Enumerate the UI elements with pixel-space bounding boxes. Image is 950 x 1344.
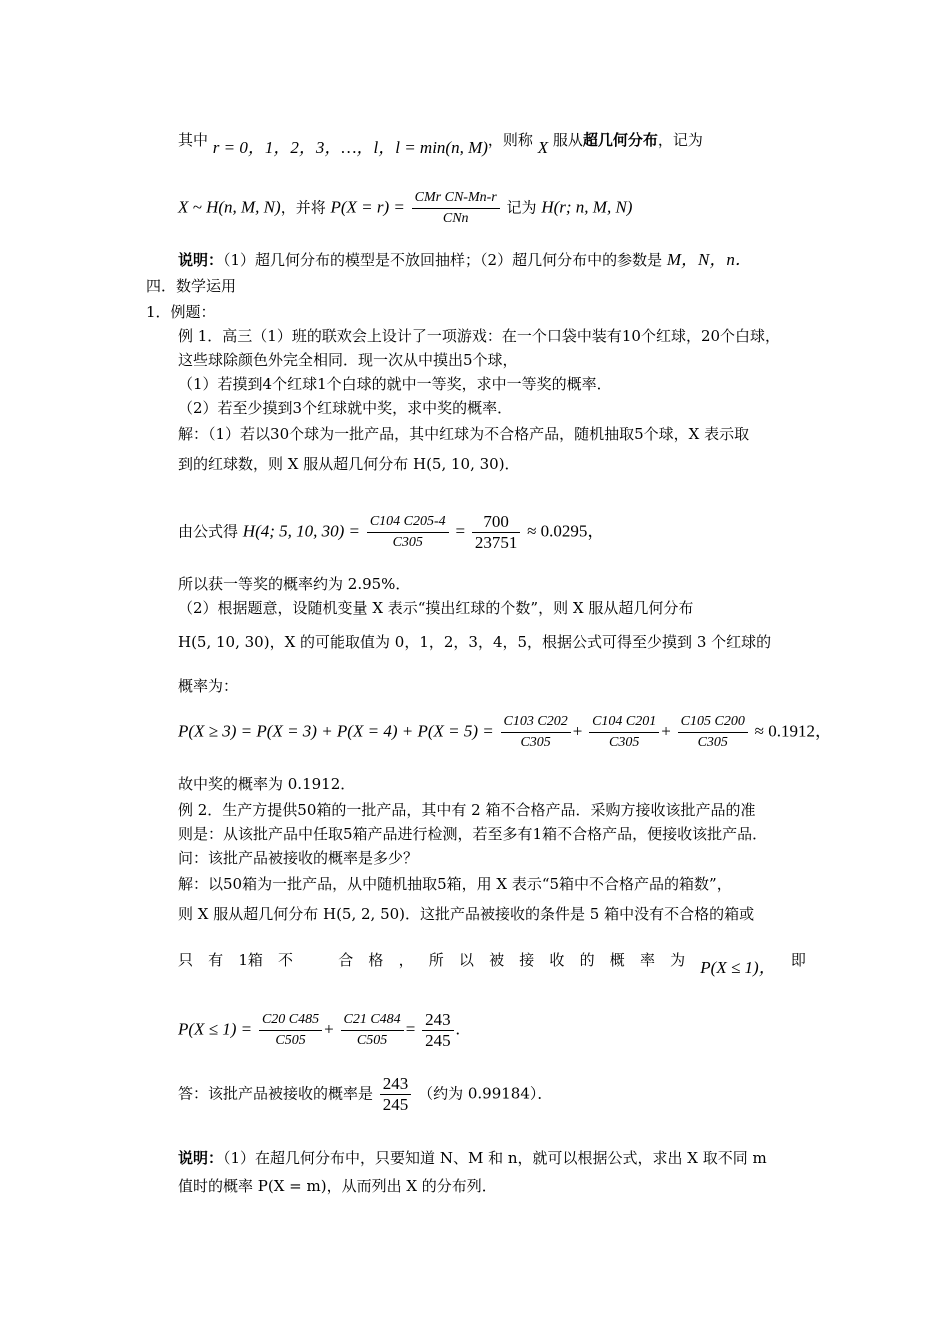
- fraction-numerator: C20 C485: [259, 1010, 322, 1031]
- ex2-line-2: 则是：从该批产品中任取5箱产品进行检测，若至多有1箱不合格产品，便接收该批产品．: [178, 825, 768, 843]
- justified-char: 所: [428, 951, 444, 969]
- section-subtitle: 1．例题：: [146, 303, 216, 321]
- formula-lhs: H(4; 5, 10, 30) =: [242, 521, 361, 541]
- fraction-denominator: 245: [425, 1031, 451, 1050]
- note2-line-2: 值时的概率 P(X = m)，从而列出 X 的分布列．: [178, 1177, 497, 1195]
- ex2-line-4: 解：以50箱为一批产品，从中随机抽取5箱，用 X 表示“5箱中不合格产品的箱数”，: [178, 875, 732, 893]
- ex1-line-13: 故中奖的概率为 0.1912．: [178, 775, 356, 793]
- justified-char: 率: [639, 951, 655, 969]
- fraction-denominator: 23751: [474, 533, 518, 552]
- formula-lhs: P(X ≤ 1) =: [178, 1019, 253, 1039]
- fraction-denominator: C305: [520, 735, 551, 750]
- fraction-numerator: 243: [380, 1074, 412, 1095]
- formula-fraction: [367, 512, 449, 553]
- justified-char: ，: [398, 951, 414, 969]
- ex1-line-3: （1）若摸到4个红球1个白球的就中一等奖，求中一等奖的概率．: [178, 375, 612, 393]
- justified-char: 合: [338, 951, 354, 969]
- justified-char: 格: [368, 951, 384, 969]
- def-note: [178, 250, 752, 270]
- ex1-line-2: 这些球除颜色外完全相同．现一次从中摸出5个球，: [178, 351, 518, 369]
- def-fraction-denominator: CNn: [442, 211, 469, 226]
- ex2-line-6: [178, 950, 806, 977]
- ex1-formula-1: 由公式得 H(4; 5, 10, 30) = $\frac{C104 C205-4}{C305}$ = $\frac{700}{23751}$ ≈ 0.0295，: [178, 512, 605, 552]
- fraction-denominator: C505: [356, 1033, 388, 1048]
- justified-char: 接: [519, 951, 535, 969]
- justified-char: 为: [670, 951, 686, 969]
- formula-fraction: [341, 1010, 404, 1051]
- def-range-formula: r = 0，1，2，3，…，l，l = min(n, M): [212, 138, 488, 157]
- fraction-numerator: C104 C201: [589, 712, 659, 733]
- def-text: 服从: [552, 131, 583, 149]
- fraction-denominator: C305: [609, 735, 640, 750]
- def-text: ，记为: [657, 131, 703, 149]
- fraction-numerator: C104 C205-4: [367, 512, 449, 533]
- def-notation-h: H(r; n, M, N): [541, 197, 633, 217]
- formula-fraction: [678, 712, 748, 753]
- ex1-formula-2: P(X ≥ 3) = P(X = 3) + P(X = 4) + P(X = 5) = $\frac{C103 C202}{C305}$ + $\frac{C104 C201}{C305}$ + $\frac{C105 C200}{C305}$ ≈ 0.1912，: [178, 712, 832, 753]
- fraction-denominator: 245: [382, 1095, 409, 1114]
- def-notation: X ~ H(n, M, N): [178, 197, 281, 217]
- def-line-2: [178, 188, 632, 229]
- ex2-line-1: 例 2．生产方提供50箱的一批产品，其中有 2 箱不合格产品．采购方接收该批产品的准: [178, 801, 756, 819]
- answer-text: 答：该批产品被接收的概率是: [178, 1084, 374, 1103]
- fraction-numerator: 243: [422, 1010, 454, 1031]
- fraction-numerator: C105 C200: [678, 712, 748, 733]
- formula-fraction: [501, 712, 571, 753]
- fraction-denominator: C305: [392, 535, 423, 550]
- formula-fraction-value: [472, 512, 521, 553]
- ex2-answer: [178, 1074, 552, 1115]
- note-params: M，N，n．: [666, 250, 752, 269]
- ex1-line-4: （2）若至少摸到3个红球就中奖，求中奖的概率．: [178, 399, 513, 417]
- fraction-numerator: C103 C202: [501, 712, 571, 733]
- ex2-line-5: 则 X 服从超几何分布 H(5, 2, 50)．这批产品被接收的条件是 5 箱中没有不合格的箱或: [178, 905, 755, 923]
- section-title: 四．数学运用: [146, 277, 237, 295]
- fraction-denominator: C305: [697, 735, 728, 750]
- justified-char: 概: [609, 951, 625, 969]
- formula-fraction: [589, 712, 659, 753]
- formula-lead: 由公式得: [178, 522, 239, 541]
- fraction-numerator: C21 C484: [341, 1010, 404, 1031]
- justified-char: 不: [278, 951, 294, 969]
- ex1-line-5: 解：（1）若以30个球为一批产品，其中红球为不合格产品，随机抽取5个球，X 表示取: [178, 425, 750, 443]
- def-variable: X: [537, 138, 549, 157]
- justified-char: 只: [178, 951, 194, 969]
- answer-text: （约为 0.99184）．: [418, 1084, 553, 1103]
- ex1-line-6: 到的红球数，则 X 服从超几何分布 H(5, 10, 30)．: [178, 455, 520, 473]
- justified-char: 有: [208, 951, 224, 969]
- justified-char: 的: [579, 951, 595, 969]
- answer-fraction: [380, 1074, 412, 1115]
- justified-formula: P(X ≤ 1)，: [700, 958, 776, 977]
- def-fraction: [412, 188, 500, 229]
- justified-char: 收: [549, 951, 565, 969]
- def-text: ，并将: [280, 198, 326, 217]
- justified-char: 以: [458, 951, 474, 969]
- def-text: ，则称: [487, 131, 533, 149]
- def-fraction-numerator: CMr CN-Mn-r: [412, 188, 500, 209]
- formula-result: ≈ 0.1912，: [754, 721, 832, 741]
- note-label: 说明：: [178, 1149, 224, 1167]
- note-label: 说明：: [178, 251, 224, 269]
- ex1-line-10: H(5, 10, 30)，X 的可能取值为 0，1，2，3，4，5，根据公式可得至少摸到 3 个红球的: [178, 633, 772, 651]
- def-prob: P(X = r) =: [330, 197, 405, 217]
- justified-char: 被: [489, 951, 505, 969]
- formula-lhs: P(X ≥ 3) = P(X = 3) + P(X = 4) + P(X = 5) =: [178, 721, 494, 741]
- note2-line-1: [178, 1148, 767, 1168]
- formula-result: ≈ 0.0295，: [527, 521, 605, 541]
- ex1-line-1: 例 1．高三（1）班的联欢会上设计了一项游戏：在一个口袋中装有10个红球，20个白球，: [178, 327, 781, 345]
- ex2-line-3: 问：该批产品被接收的概率是多少？: [178, 849, 419, 867]
- def-term-bold: 超几何分布: [582, 131, 658, 149]
- ex1-line-9: （2）根据题意，设随机变量 X 表示“摸出红球的个数”，则 X 服从超几何分布: [178, 599, 694, 617]
- formula-fraction-value: [422, 1010, 454, 1051]
- def-text: 其中: [178, 131, 209, 149]
- ex2-formula: P(X ≤ 1) = $\frac{C20 C485}{C505}$ + $\frac{C21 C484}{C505}$ = $\frac{243}{245}$ .: [178, 1010, 460, 1050]
- formula-fraction: [259, 1010, 322, 1051]
- fraction-numerator: 700: [472, 512, 521, 533]
- note-text: （1）在超几何分布中，只要知道 N、M 和 n，就可以根据公式，求出 X 取不同 m: [223, 1149, 767, 1167]
- ex1-line-8: 所以获一等奖的概率约为 2.95%．: [178, 575, 411, 593]
- note-text: （1）超几何分布的模型是不放回抽样；（2）超几何分布中的参数是: [223, 251, 663, 269]
- def-text: 记为: [506, 198, 537, 217]
- ex1-line-11: 概率为：: [178, 677, 239, 695]
- justified-char: 1箱: [238, 951, 263, 969]
- def-line-1: [178, 130, 703, 157]
- fraction-denominator: C505: [275, 1033, 306, 1048]
- justified-char: 即: [790, 951, 806, 969]
